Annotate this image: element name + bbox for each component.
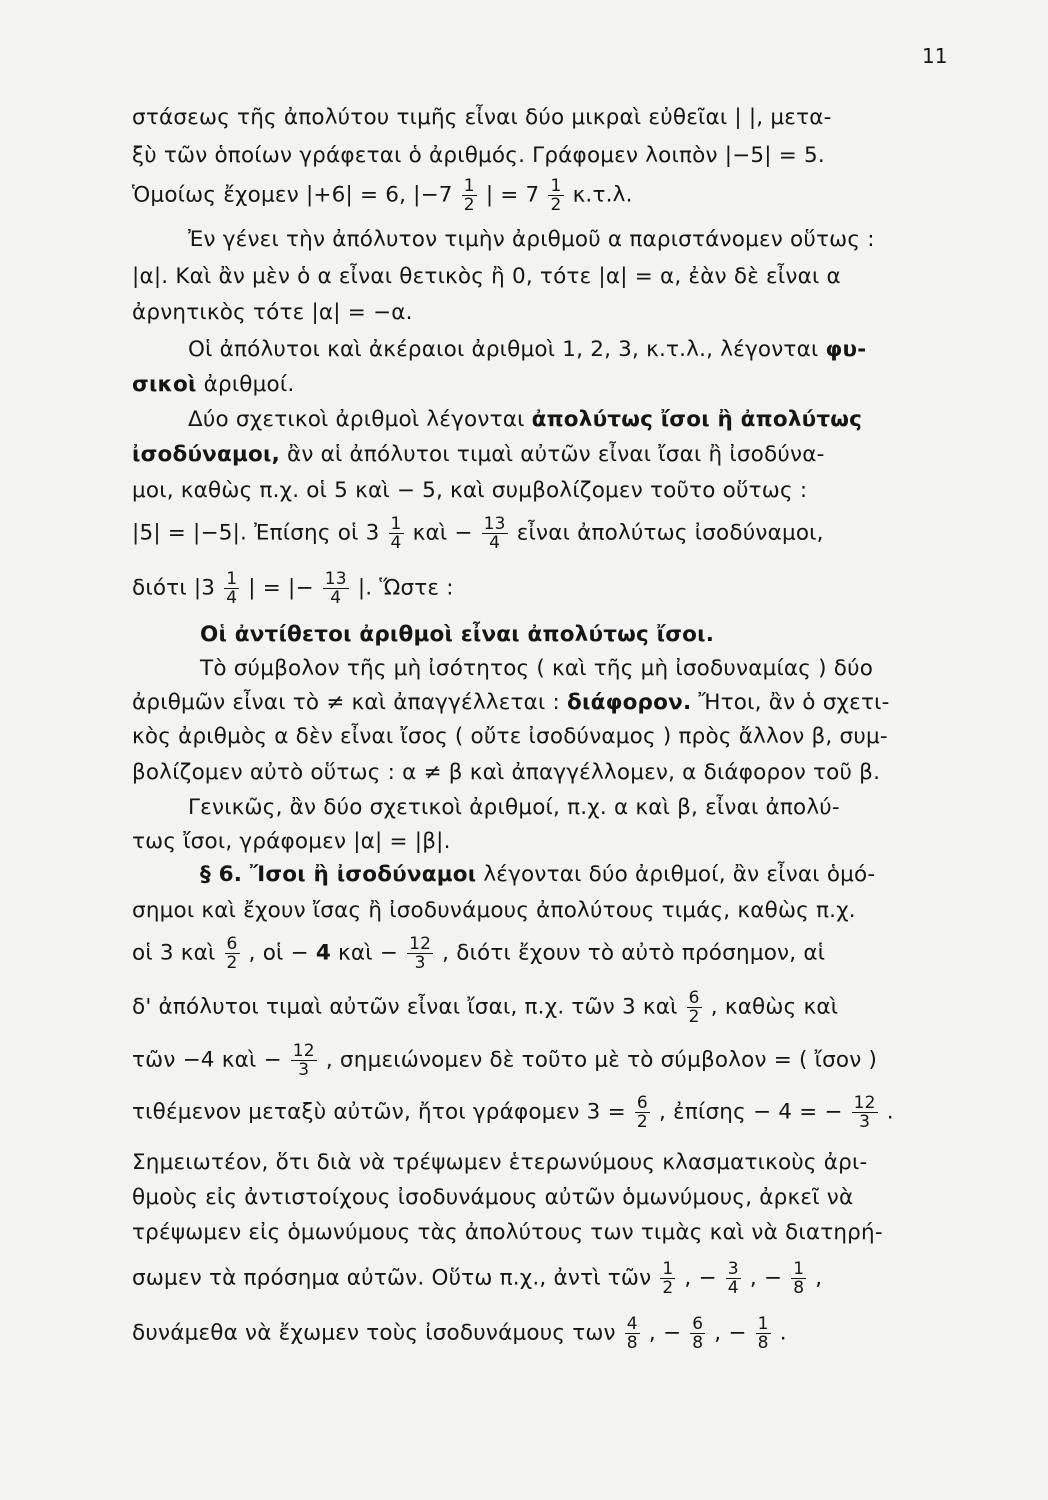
fraction: [225, 935, 240, 972]
fraction: [635, 1094, 650, 1131]
fraction: [791, 1260, 806, 1297]
fraction-numerator: 1: [463, 176, 475, 196]
text: σωμεν τὰ πρόσημα αὐτῶν. Οὕτω π.χ., ἀντὶ τῶν: [132, 1265, 652, 1291]
text: βολίζομεν αὐτὸ οὕτως : α ≠ β καὶ ἀπαγγέλλομεν, α διάφορον τοῦ β.: [132, 760, 881, 785]
fraction-denominator: 4: [489, 533, 501, 553]
fraction-numerator: 12: [292, 1041, 315, 1061]
fraction-denominator: 2: [636, 1112, 648, 1132]
fraction-numerator: 13: [324, 569, 347, 589]
text: τιθέμενον μεταξὺ αὐτῶν, ἤτοι γράφομεν 3 =: [132, 1099, 626, 1125]
fraction: [323, 570, 349, 607]
text: , ἐπίσης − 4 = −: [658, 1099, 843, 1125]
text-line: [132, 935, 952, 972]
fraction-denominator: 4: [727, 1278, 739, 1298]
text: ξὺ τῶν ὁποίων γράφεται ὁ ἀριθμός. Γράφομεν λοιπὸν |−5| = 5.: [132, 143, 825, 168]
text: λέγονται δύο ἀριθμοί, ἂν εἶναι ὁμό-: [483, 862, 876, 887]
text: |. Ὥστε :: [357, 575, 454, 601]
text: οἱ 3 καὶ: [132, 940, 216, 966]
text-line: [132, 570, 952, 607]
fraction: [852, 1094, 878, 1131]
text: Ἐν γένει τὴν ἀπόλυτον τιμὴν ἀριθμοῦ α παριστάνομεν οὕτως :: [188, 227, 875, 252]
text: τως ἴσοι, γράφομεν |α| = |β|.: [132, 829, 451, 854]
text-line: [132, 177, 952, 214]
fraction-denominator: 2: [550, 195, 562, 215]
text: , οἱ −: [248, 940, 309, 966]
page-number: 11: [922, 44, 948, 68]
fraction-numerator: 1: [226, 569, 238, 589]
fraction: [482, 515, 508, 552]
text: δυνάμεθα νὰ ἔχωμεν τοὺς ἰσοδυνάμους των: [132, 1320, 616, 1346]
text-line: [132, 141, 952, 171]
bold-term: διάφορον.: [567, 690, 692, 715]
bold-term: ἰσοδύναμοι,: [132, 442, 280, 467]
text-line: [132, 440, 952, 470]
text: , −: [749, 1265, 783, 1291]
fraction-denominator: 8: [692, 1333, 704, 1353]
text-line: [132, 1094, 952, 1131]
bold-term: φυ-: [825, 337, 867, 362]
text: μοι, καθὼς π.χ. οἱ 5 καὶ − 5, καὶ συμβολίζομεν τοῦτο οὕτως :: [132, 478, 808, 503]
text-line: [132, 103, 952, 133]
text-line: [132, 370, 952, 400]
text: εἶναι ἀπολύτως ἰσοδύναμοι,: [516, 520, 824, 546]
fraction-numerator: 1: [793, 1259, 805, 1279]
fraction-denominator: 8: [757, 1333, 769, 1353]
text: |5| = |−5|. Ἐπίσης οἱ 3: [132, 520, 380, 546]
text-line: [132, 722, 952, 752]
fraction-numerator: 3: [727, 1259, 739, 1279]
text-line: [132, 758, 952, 788]
text-line: [132, 1148, 952, 1178]
text: Οἱ ἀπόλυτοι καὶ ἀκέραιοι ἀριθμοὶ 1, 2, 3, κ.τ.λ., λέγονται: [188, 337, 819, 362]
fraction-denominator: 4: [330, 588, 342, 608]
text: Ὁμοίως ἔχομεν |+6| = 6, |−7: [132, 182, 453, 208]
fraction-denominator: 4: [390, 533, 402, 553]
fraction-numerator: 6: [692, 1314, 704, 1334]
fraction-numerator: 13: [483, 514, 506, 534]
fraction-denominator: 3: [414, 953, 426, 973]
fraction-numerator: 12: [409, 934, 432, 954]
text-line: [132, 1260, 952, 1297]
text: Γενικῶς, ἂν δύο σχετικοὶ ἀριθμοί, π.χ. α καὶ β, εἶναι ἀπολύ-: [188, 795, 840, 820]
fraction-denominator: 2: [662, 1278, 674, 1298]
text-line: [132, 989, 952, 1026]
bold-term: σικοὶ: [132, 372, 197, 397]
text: διότι |3: [132, 575, 216, 601]
text: καὶ −: [412, 520, 473, 546]
text-line: [188, 405, 1008, 435]
text-line: [132, 515, 952, 552]
text: στάσεως τῆς ἀπολύτου τιμῆς εἶναι δύο μικραὶ εὐθεῖαι | |, μετα-: [132, 105, 832, 130]
fraction: [407, 935, 433, 972]
fraction: [687, 989, 702, 1026]
fraction-numerator: 4: [626, 1314, 638, 1334]
fraction: [548, 177, 563, 214]
text: Ἤτοι, ἂν ὁ σχετι-: [698, 690, 890, 715]
text: , −: [684, 1265, 717, 1291]
fraction-numerator: 1: [390, 514, 402, 534]
fraction-numerator: 1: [550, 176, 562, 196]
text: τρέψωμεν εἰς ὁμωνύμους τὰς ἀπολύτους των τιμὰς καὶ νὰ διατηρή-: [132, 1220, 883, 1245]
text: δ' ἀπόλυτοι τιμαὶ αὐτῶν εἶναι ἴσαι, π.χ. τῶν 3 καὶ: [132, 994, 678, 1020]
text: , −: [648, 1320, 682, 1346]
text: ,: [815, 1265, 823, 1291]
section-6-heading-line: [200, 860, 1020, 890]
bold-term: ἀπολύτως ἴσοι ἢ ἀπολύτως: [531, 407, 863, 432]
fraction: [690, 1315, 705, 1352]
text: ἀριθμοί.: [203, 372, 295, 397]
text: κ.τ.λ.: [572, 182, 633, 208]
text: θμοὺς εἰς ἀντιστοίχους ἰσοδυνάμους αὐτῶν ὁμωνύμους, ἀρκεῖ νὰ: [132, 1185, 854, 1210]
text: σημοι καὶ ἔχουν ἴσας ἢ ἰσοδυνάμους ἀπολύτους τιμάς, καθὼς π.χ.: [132, 898, 856, 923]
fraction: [625, 1315, 640, 1352]
fraction-numerator: 6: [636, 1093, 648, 1113]
text: |α|. Καὶ ἂν μὲν ὁ α εἶναι θετικὸς ἢ 0, τότε |α| = α, ἐὰν δὲ εἶναι α: [132, 264, 841, 289]
text-line: [132, 1315, 952, 1352]
text-line: [188, 793, 1008, 823]
fraction: [389, 515, 404, 552]
fraction: [291, 1042, 317, 1079]
theorem-statement: Οἱ ἀντίθετοι ἀριθμοὶ εἶναι ἀπολύτως ἴσοι.: [200, 622, 715, 647]
text: ἂν αἱ ἀπόλυτοι τιμαὶ αὐτῶν εἶναι ἴσαι ἢ ἰσοδύνα-: [286, 442, 825, 467]
text: , −: [714, 1320, 747, 1346]
bold-term: 4: [315, 940, 331, 966]
text-line: [132, 298, 952, 328]
fraction-denominator: 4: [226, 588, 238, 608]
text: .: [886, 1099, 894, 1125]
fraction-numerator: 6: [688, 988, 700, 1008]
text: .: [779, 1320, 787, 1346]
text-line: [200, 654, 1020, 684]
text: τῶν −4 καὶ −: [132, 1047, 282, 1073]
text: ἀρνητικὸς τότε |α| = −α.: [132, 300, 413, 325]
text-line: [132, 262, 952, 292]
text: , σημειώνομεν δὲ τοῦτο μὲ τὸ σύμβολον = ( ἴσον ): [325, 1047, 878, 1073]
fraction-denominator: 8: [626, 1333, 638, 1353]
text: Δύο σχετικοὶ ἀριθμοὶ λέγονται: [188, 407, 525, 432]
fraction: [462, 177, 477, 214]
text: Τὸ σύμβολον τῆς μὴ ἰσότητος ( καὶ τῆς μὴ ἰσοδυναμίας ) δύο: [200, 656, 874, 681]
fraction-denominator: 3: [859, 1112, 871, 1132]
text-line: [132, 1218, 952, 1248]
text-line: [188, 335, 1008, 365]
fraction: [224, 570, 239, 607]
text-line: [188, 225, 1008, 255]
text-line: [132, 827, 952, 857]
fraction-denominator: 8: [793, 1278, 805, 1298]
text: | = 7: [485, 182, 540, 208]
text: | = |−: [248, 575, 314, 601]
text-line: [132, 688, 952, 718]
text-line: [132, 476, 952, 506]
fraction-numerator: 1: [662, 1259, 674, 1279]
text-line: [132, 1183, 952, 1213]
fraction: [726, 1260, 741, 1297]
section-heading: § 6. Ἴσοι ἢ ἰσοδύναμοι: [200, 862, 477, 887]
text-line: [132, 1042, 952, 1079]
fraction: [660, 1260, 675, 1297]
text: , διότι ἔχουν τὸ αὐτὸ πρόσημον, αἱ: [442, 940, 826, 966]
fraction-numerator: 12: [853, 1093, 876, 1113]
text: Σημειωτέον, ὅτι διὰ νὰ τρέψωμεν ἑτερωνύμους κλασματικοὺς ἀρι-: [132, 1150, 868, 1175]
fraction-denominator: 3: [298, 1060, 310, 1080]
fraction-numerator: 1: [757, 1314, 769, 1334]
fraction-denominator: 2: [463, 195, 475, 215]
text: καὶ −: [338, 940, 399, 966]
text: ἀριθμῶν εἶναι τὸ ≠ καὶ ἀπαγγέλλεται :: [132, 690, 560, 715]
fraction-numerator: 6: [226, 934, 238, 954]
text: κὸς ἀριθμὸς α δὲν εἶναι ἴσος ( οὔτε ἰσοδύναμος ) πρὸς ἄλλον β, συμ-: [132, 724, 888, 749]
fraction-denominator: 2: [226, 953, 238, 973]
text: , καθὼς καὶ: [710, 994, 839, 1020]
fraction-denominator: 2: [688, 1007, 700, 1027]
text-line: [132, 896, 952, 926]
fraction: [756, 1315, 771, 1352]
